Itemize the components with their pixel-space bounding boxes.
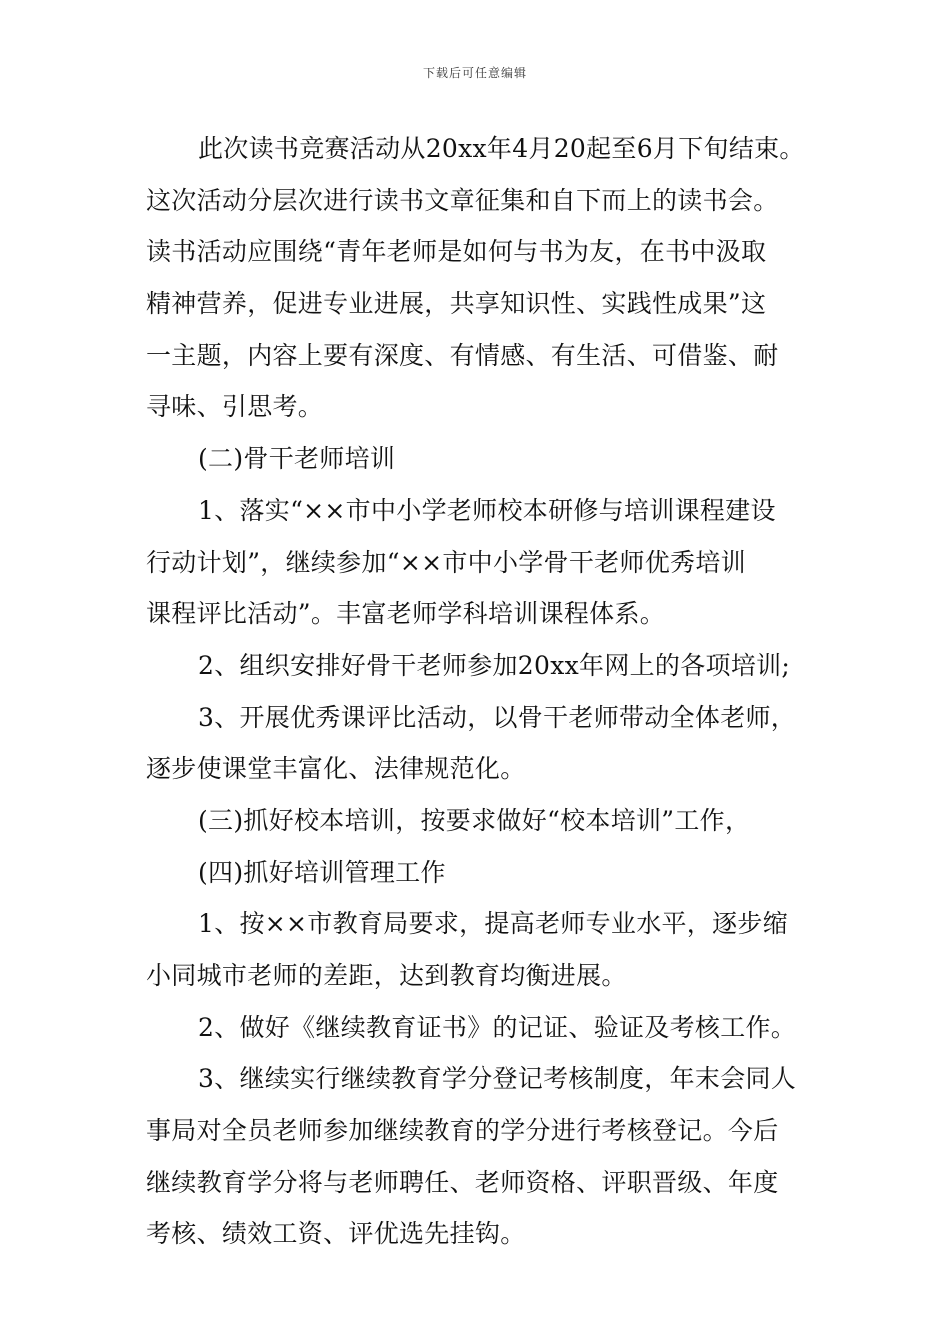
paragraph-line: 此次读书竞赛活动从20xx年4月20起至6月下旬结束。 (198, 134, 805, 163)
paragraph-line: 2、组织安排好骨干老师参加20xx年网上的各项培训; (198, 650, 791, 680)
paragraph-line: 精神营养，促进专业进展，共享知识性、实践性成果”这 (146, 289, 767, 319)
section-heading: (四)抓好培训管理工作 (198, 857, 446, 887)
paragraph-line: 行动计划”，继续参加“××市中小学骨干老师优秀培训 (146, 547, 746, 577)
page-header: 下载后可任意编辑 (422, 66, 527, 80)
paragraph-line: 1、按××市教育局要求，提高老师专业水平，逐步缩 (198, 909, 789, 939)
paragraph-line: 逐步使课堂丰富化、法律规范化。 (146, 754, 526, 784)
paragraph-line: 小同城市老师的差距，达到教育均衡进展。 (146, 961, 627, 990)
paragraph-line: 考核、绩效工资、评优选先挂钩。 (146, 1219, 526, 1249)
paragraph-line: 寻味、引思考。 (146, 392, 324, 422)
paragraph-line: 这次活动分层次进行读书文章征集和自下而上的读书会。 (146, 185, 779, 215)
paragraph-line: 读书活动应围绕“青年老师是如何与书为友，在书中汲取 (146, 237, 767, 267)
section-heading: (三)抓好校本培训，按要求做好“校本培训”工作， (198, 805, 751, 835)
paragraph-line: 1、落实“××市中小学老师校本研修与培训课程建设 (198, 495, 776, 525)
paragraph-line: 课程评比活动”。丰富老师学科培训课程体系。 (146, 599, 666, 629)
paragraph-line: 一主题，内容上要有深度、有情感、有生活、可借鉴、耐 (146, 340, 779, 370)
paragraph-line: 事局对全员老师参加继续教育的学分进行考核登记。今后 (146, 1116, 779, 1146)
paragraph-line: 3、开展优秀课评比活动，以骨干老师带动全体老师， (198, 702, 797, 732)
paragraph-line: 继续教育学分将与老师聘任、老师资格、评职晋级、年度 (146, 1167, 779, 1197)
section-heading: (二)骨干老师培训 (198, 444, 396, 474)
document-body (146, 129, 818, 1266)
paragraph-line: 2、做好《继续教育证书》的记证、验证及考核工作。 (198, 1012, 797, 1042)
paragraph-line: 3、继续实行继续教育学分登记考核制度，年末会同人 (198, 1064, 797, 1094)
